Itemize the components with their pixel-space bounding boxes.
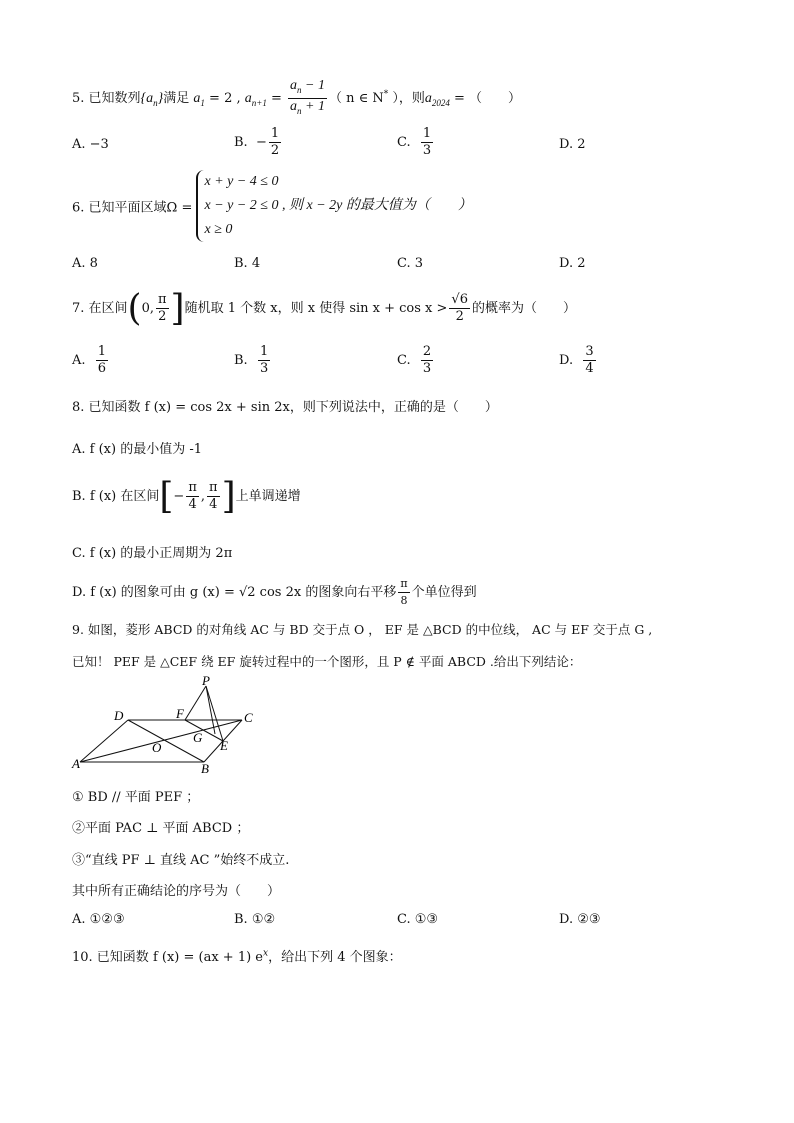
q8-option-b: B. f (x) 在区间[− $\frac{\pi}{4}$ , $\frac{\pi}{4}$ ]上单调递增 — [72, 476, 301, 517]
label-e: E — [220, 738, 228, 753]
q5-a1-val: = 2 , — [204, 90, 241, 106]
question-6 — [72, 170, 472, 242]
question-5: 5. 已知数列$\{a_n\}$满足 $a_1 = 2$ , $a_{n+1}$ = $\frac{a_n - 1}{a_n + 1}$ （ n ∈ N* ），则$a_{2024}$ = （ ） — [72, 78, 521, 119]
q7-option-c: C. $\frac{2}{3}$ — [397, 344, 432, 376]
q9-line1: 9. 如图，菱形 ABCD 的对角线 AC 与 BD 交于点 O ， EF 是 △BCD 的中位线， AC 与 EF 交于点 G , — [72, 622, 653, 637]
q9-ask: 其中所有正确结论的序号为（ ） — [72, 884, 281, 899]
q9-statement-1: ① BD // 平面 PEF ； — [72, 790, 200, 805]
q6-prefix: 6. 已知平面区域Ω = — [72, 200, 193, 216]
question-8-stem: 8. 已知函数 f (x) = cos 2x + sin 2x，则下列说法中，正确的是（ ） — [72, 400, 498, 415]
q9-statement-3: ③“直线 PF ⊥ 直线 AC ”始终不成立. — [72, 853, 290, 868]
q7-sqrt-fraction: $\frac{√6}{2}$ — [451, 292, 468, 324]
q6-option-d: D. 2 — [559, 256, 586, 271]
q9-option-d: D. ②③ — [559, 912, 601, 927]
rhombus-figure — [70, 676, 270, 780]
label-a: A — [72, 756, 80, 771]
label-g: G — [193, 730, 203, 745]
q8-option-d: D. f (x) 的图象可由 g (x) = √2 cos 2x 的图象向右平移 $\frac{\pi}{8}$ 个单位得到 — [72, 577, 477, 607]
label-c: C — [244, 710, 253, 725]
label-p: P — [202, 676, 210, 688]
q7-option-b: B. $\frac{1}{3}$ — [234, 344, 269, 376]
q7-mid: 随机取 1 个数 x，则 x 使得 sin x + cos x > — [184, 301, 448, 316]
q5-option-a: A. −3 — [72, 137, 109, 152]
q7-tail: 的概率为（ ） — [471, 301, 576, 316]
q5-a1: $a_1$ — [193, 90, 205, 108]
q5-eq: = — [266, 90, 287, 106]
q5-tail: = （ ） — [449, 90, 522, 106]
question-10-stem: 10. 已知函数 f (x) = (ax + 1) $e^x$，给出下列 4 个图象： — [72, 948, 402, 965]
q5-option-b: B. − $\frac{1}{2}$ — [234, 126, 280, 158]
q9-option-b: B. ①② — [234, 912, 276, 927]
q5-fraction: $\frac{a_n - 1}{a_n + 1}$ — [290, 78, 325, 116]
q7-option-a: A. $\frac{1}{6}$ — [72, 344, 107, 376]
q5-seq: $\{a_n\}$ — [140, 90, 164, 108]
q7-prefix: 7. 在区间 — [72, 301, 128, 316]
q6-option-a: A. 8 — [72, 256, 98, 271]
q9-option-c: C. ①③ — [397, 912, 439, 927]
label-f: F — [176, 706, 184, 721]
q5-option-c: C. $\frac{1}{3}$ — [397, 126, 432, 158]
q9-line2: 已知！ PEF 是 △CEF 绕 EF 旋转过程中的一个图形，且 P ∉ 平面 ABCD .给出下列结论： — [72, 654, 582, 669]
q6-system: x + y − 4 ≤ 0 x − y − 2 ≤ 0 , 则 x − 2y 的最大值为（ ） x ≥ 0 — [196, 170, 471, 242]
label-b: B — [201, 761, 209, 776]
q5-rec-lhs: $a_{n+1}$ — [244, 90, 267, 108]
label-d: D — [114, 708, 124, 723]
q5-prefix: 5. 已知数列 — [72, 90, 141, 106]
q5-target: $a_{2024}$ — [424, 90, 450, 108]
q8-option-a: A. f (x) 的最小值为 -1 — [72, 442, 203, 457]
q5-cond: （ n ∈ N — [328, 90, 384, 106]
q9-statement-2: ②平面 PAC ⊥ 平面 ABCD ； — [72, 821, 250, 836]
q7-option-d: D. $\frac{3}{4}$ — [559, 344, 594, 376]
q8-option-c: C. f (x) 的最小正周期为 2π — [72, 546, 233, 561]
question-7: 7. 在区间(0, $\frac{\pi}{2}$ ]随机取 1 个数 x，则 x 使得 sin x + cos x > $\frac{√6}{2}$ 的概率为（ ） — [72, 288, 576, 329]
q9-option-a: A. ①②③ — [72, 912, 125, 927]
q5-option-d: D. 2 — [559, 137, 586, 152]
q6-option-b: B. 4 — [234, 256, 261, 271]
q5-mid: 满足 — [163, 90, 190, 106]
label-o: O — [152, 740, 162, 755]
q6-option-c: C. 3 — [397, 256, 424, 271]
